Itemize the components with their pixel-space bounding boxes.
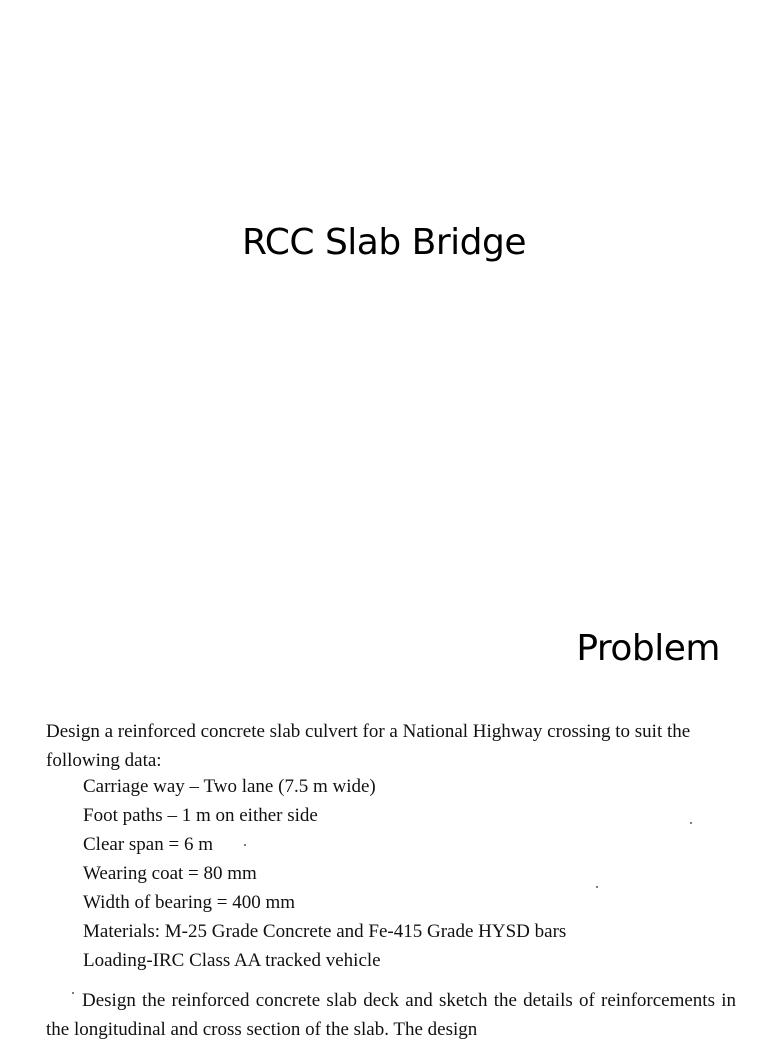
data-item-foot-paths: Foot paths – 1 m on either side [83,805,318,826]
problem-intro: Design a reinforced concrete slab culvert for a National Highway crossing to suit the following data: [46,721,691,771]
data-item-materials: Materials: M-25 Grade Concrete and Fe-415 Grade HYSD bars [83,921,567,942]
data-item-wearing-coat: Wearing coat = 80 mm [83,863,257,884]
scan-speck [596,886,598,888]
design-data-list [83,772,566,975]
data-item-width-of-bearing: Width of bearing = 400 mm [83,892,296,913]
problem-closing: Design the reinforced concrete slab deck and sketch the details of reinforcements in the longitudinal and cross section of the slab. The design [46,990,736,1040]
problem-heading: Problem [576,628,720,669]
scan-speck [72,992,74,994]
scan-speck [690,822,692,824]
data-item-clear-span: Clear span = 6 m [83,834,213,855]
data-item-carriage-way: Carriage way – Two lane (7.5 m wide) [83,776,376,797]
data-item-loading: Loading-IRC Class AA tracked vehicle [83,950,381,971]
scanned-problem-image [0,700,768,1040]
scan-speck [244,844,246,846]
slide-title: RCC Slab Bridge [242,222,526,263]
